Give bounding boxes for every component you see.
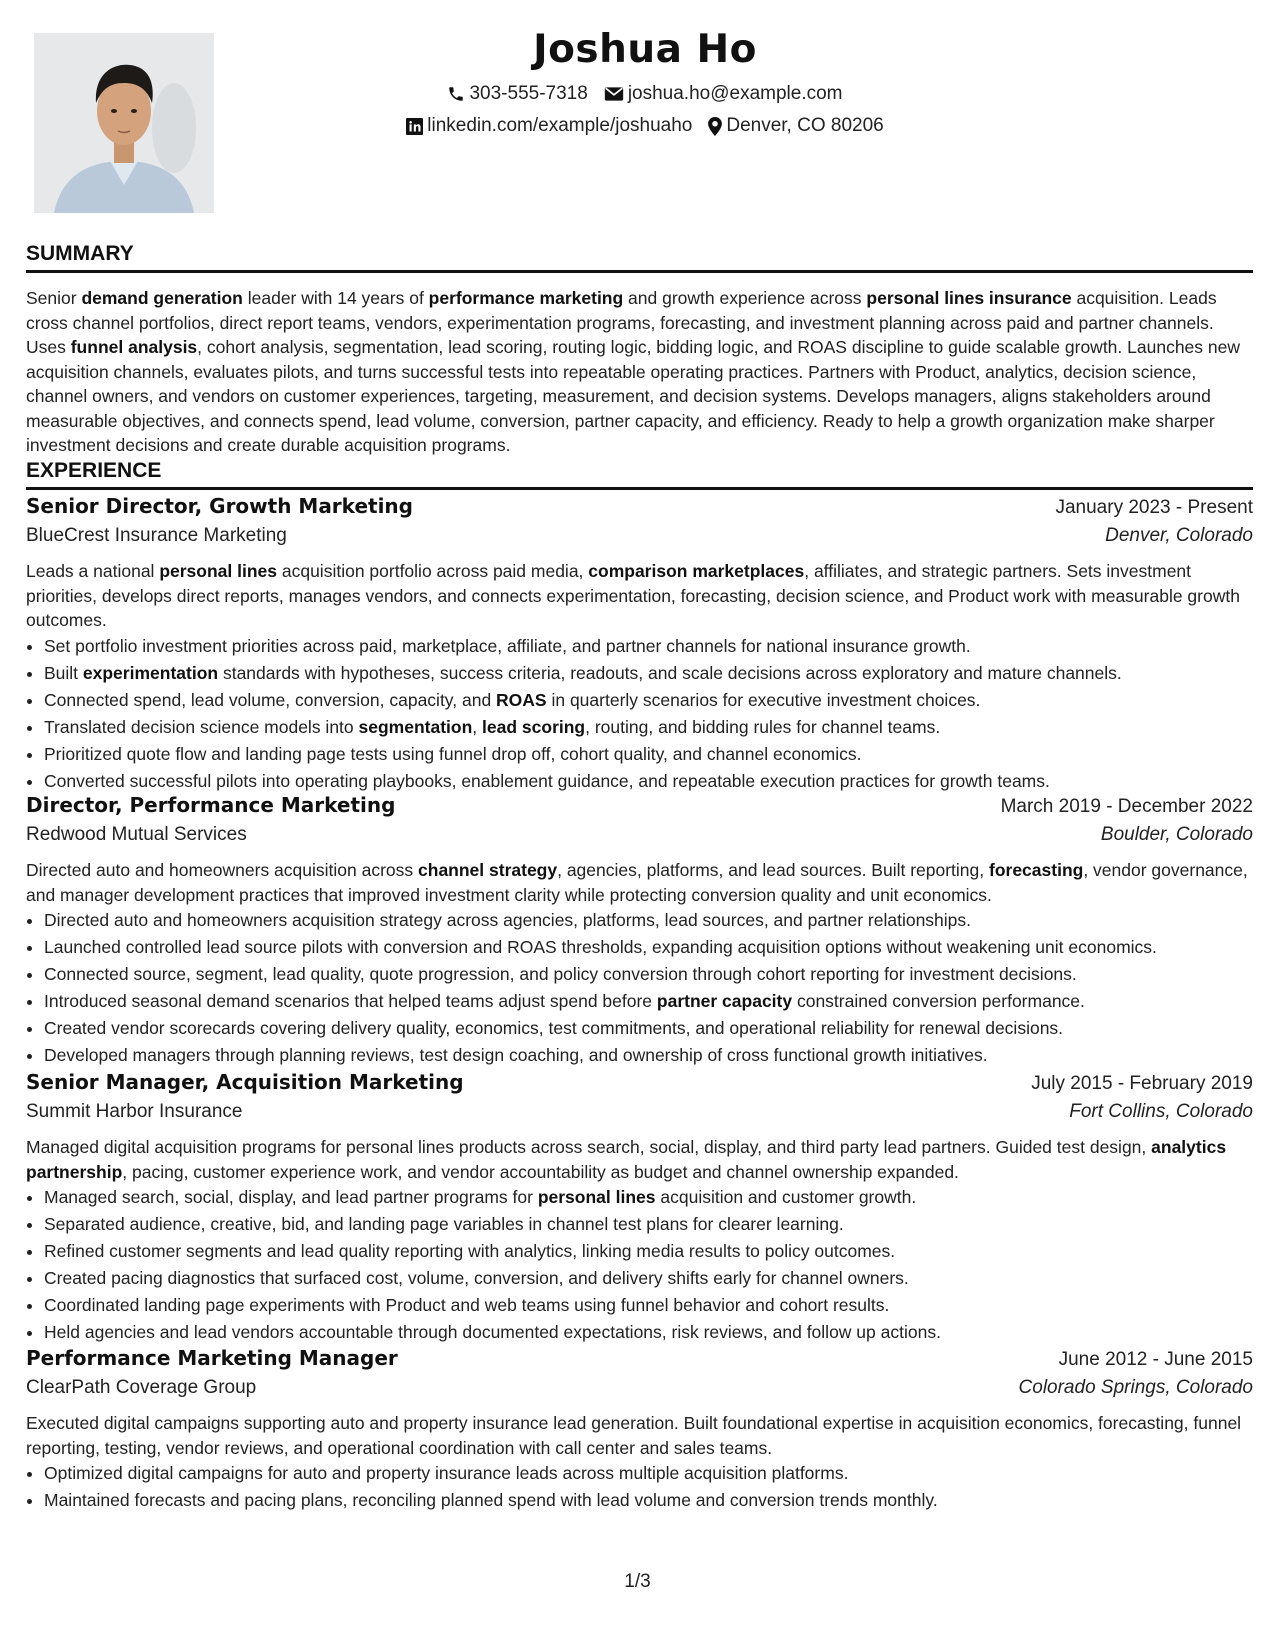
text-segment: Managed search, social, display, and lead partner programs for: [44, 1187, 538, 1207]
job-description: [26, 559, 1253, 633]
text-segment: acquisition and customer growth.: [655, 1187, 917, 1207]
text-segment: Managed digital acquisition programs for personal lines products across search, social, display, and third party lead partners. Guided test design,: [26, 1137, 1152, 1157]
job-location: Colorado Springs, Colorado: [1018, 1377, 1253, 1398]
bold-keyword: partner capacity: [656, 991, 793, 1011]
job-title: Performance Marketing Manager: [26, 1346, 398, 1370]
text-segment: Maintained forecasts and pacing plans, reconciling planned spend with lead volume and conversion trends monthly.: [44, 1490, 938, 1510]
text-segment: acquisition. Leads cross channel portfolios, direct report teams, vendors, experimentation programs, forecasting, and investment planning across paid and partner channels. Uses: [26, 288, 1217, 357]
company-name: Summit Harbor Insurance: [26, 1101, 243, 1122]
list-item: [44, 934, 1253, 961]
envelope-icon: [604, 86, 624, 102]
job-title: Director, Performance Marketing: [26, 793, 396, 817]
text-segment: Directed auto and homeowners acquisition across: [26, 860, 419, 880]
job-header: [26, 793, 1253, 824]
list-item: [44, 768, 1253, 795]
phone-number: 303-555-7318: [469, 83, 588, 104]
text-segment: ,: [472, 716, 483, 737]
job-header: [26, 494, 1253, 525]
list-item: [44, 741, 1253, 768]
job-dates: July 2015 - February 2019: [1031, 1073, 1253, 1094]
summary-heading: SUMMARY: [26, 242, 1253, 273]
linkedin-url[interactable]: linkedin.com/example/joshuaho: [427, 115, 693, 136]
text-segment: Coordinated landing page experiments with Product and web teams using funnel behavior and cohort results.: [44, 1295, 890, 1315]
list-item: [44, 988, 1253, 1015]
contact-row-1: [240, 78, 1050, 110]
text-segment: , agencies, platforms, and lead sources. Built reporting,: [557, 860, 989, 880]
email-contact[interactable]: [604, 78, 843, 110]
text-segment: , vendor governance, and manager development practices that improved investment clarity while protecting conversion quality and unit economics.: [26, 860, 1248, 905]
job-entry: [26, 494, 1253, 795]
list-item: [44, 1487, 1253, 1514]
list-item: [44, 633, 1253, 660]
text-segment: Separated audience, creative, bid, and landing page variables in channel test plans for clearer learning.: [44, 1214, 844, 1234]
text-segment: Held agencies and lead vendors accountable through documented expectations, risk reviews, and follow up actions.: [44, 1322, 941, 1342]
job-subheader: [26, 1377, 1253, 1408]
bullet-list: [26, 633, 1253, 795]
location-contact: [708, 110, 883, 142]
list-item: [44, 1460, 1253, 1487]
linkedin-contact[interactable]: [406, 110, 692, 142]
job-location: Fort Collins, Colorado: [1069, 1101, 1253, 1122]
text-segment: Translated decision science models into: [44, 716, 359, 737]
text-segment: leader with 14 years of: [242, 288, 429, 308]
location-text: Denver, CO 80206: [726, 115, 884, 136]
text-segment: , cohort analysis, segmentation, lead scoring, routing logic, bidding logic, and ROAS discipline to guide scalable growth. Launches new acquisition channels, evaluates pilots, and turns successful tests into repeatable operating practices. Partners with Product, analytics, decision science, channel owners, and vendors on customer experiences, targeting, measurement, and decision systems. Develops managers, aligns stakeholders around measurable objectives, and connects spend, lead volume, conversion, partner capacity, and efficiency. Ready to help a growth organization make sharper investment decisions and create durable acquisition programs.: [26, 337, 1241, 455]
text-segment: Executed digital campaigns supporting auto and property insurance lead generation. Built foundational expertise in acquisition economics, forecasting, funnel reporting, testing, vendor reviews, and operational coordination with call center and sales teams.: [26, 1413, 1242, 1458]
text-segment: Connected source, segment, lead quality, quote progression, and policy conversion through cohort reporting for investment decisions.: [44, 964, 1077, 984]
list-item: [44, 961, 1253, 988]
job-entry: [26, 793, 1253, 1069]
job-dates: March 2019 - December 2022: [1000, 796, 1253, 817]
candidate-name: Joshua Ho: [533, 27, 757, 72]
list-item: [44, 714, 1253, 741]
resume-header: [240, 22, 1050, 142]
job-header: [26, 1070, 1253, 1101]
email-address[interactable]: joshua.ho@example.com: [627, 83, 843, 104]
phone-contact: [447, 78, 587, 110]
bold-keyword: comparison marketplaces: [588, 561, 805, 581]
bold-keyword: personal lines insurance: [866, 288, 1072, 308]
linkedin-icon: [406, 118, 423, 135]
summary-text: [26, 286, 1258, 458]
job-location: Denver, Colorado: [1105, 525, 1253, 546]
profile-photo: [34, 33, 214, 213]
bold-keyword: ROAS: [496, 689, 547, 710]
text-segment: acquisition portfolio across paid media,: [277, 561, 589, 581]
list-item: [44, 1292, 1253, 1319]
company-name: Redwood Mutual Services: [26, 824, 247, 845]
text-segment: Created vendor scorecards covering delivery quality, economics, test commitments, and operational reliability for renewal decisions.: [44, 1018, 1064, 1038]
text-segment: standards with hypotheses, success criteria, readouts, and scale decisions across exploratory and mature channels.: [218, 662, 1122, 683]
text-segment: Converted successful pilots into operating playbooks, enablement guidance, and repeatable execution practices for growth teams.: [44, 770, 1050, 791]
text-segment: Launched controlled lead source pilots with conversion and ROAS thresholds, expanding acquisition options without weakening unit economics.: [44, 937, 1157, 957]
text-segment: , pacing, customer experience work, and vendor accountability as budget and channel ownership expanded.: [122, 1161, 959, 1182]
text-segment: Senior: [26, 288, 82, 308]
list-item: [44, 1238, 1253, 1265]
text-segment: Introduced seasonal demand scenarios that helped teams adjust spend before: [44, 991, 657, 1011]
text-segment: constrained conversion performance.: [792, 991, 1085, 1011]
experience-heading: EXPERIENCE: [26, 459, 1253, 490]
list-item: [44, 907, 1253, 934]
text-segment: Optimized digital campaigns for auto and property insurance leads across multiple acquisition platforms.: [44, 1463, 849, 1483]
text-segment: Connected spend, lead volume, conversion, capacity, and: [44, 689, 497, 710]
page-number: 1/3: [624, 1571, 651, 1592]
bold-keyword: channel strategy: [418, 860, 558, 880]
text-segment: , affiliates, and strategic partners. Sets investment priorities, develops direct reports, manages vendors, and connects experimentation, forecasting, decision science, and Product work with measurable growth outcomes.: [26, 561, 1240, 630]
text-segment: , routing, and bidding rules for channel teams.: [585, 716, 941, 737]
job-description: [26, 858, 1253, 907]
text-segment: Refined customer segments and lead quality reporting with analytics, linking media results to policy outcomes.: [44, 1241, 896, 1261]
text-segment: Directed auto and homeowners acquisition strategy across agencies, platforms, lead sources, and partner relationships.: [44, 910, 972, 930]
text-segment: Built: [44, 662, 83, 683]
job-title: Senior Manager, Acquisition Marketing: [26, 1070, 464, 1094]
bullet-list: [26, 1460, 1253, 1514]
list-item: [44, 1184, 1253, 1211]
bold-keyword: analytics partnership: [26, 1137, 1227, 1182]
bold-keyword: segmentation: [358, 716, 473, 737]
job-location: Boulder, Colorado: [1100, 824, 1253, 845]
job-subheader: [26, 525, 1253, 556]
job-title: Senior Director, Growth Marketing: [26, 494, 413, 518]
list-item: [44, 1015, 1253, 1042]
list-item: [44, 687, 1253, 714]
bullet-list: [26, 1184, 1253, 1346]
text-segment: Set portfolio investment priorities across paid, marketplace, affiliate, and partner channels for national insurance growth.: [44, 635, 971, 656]
text-segment: Leads a national: [26, 561, 160, 581]
job-dates: January 2023 - Present: [1055, 497, 1253, 518]
company-name: BlueCrest Insurance Marketing: [26, 525, 287, 546]
text-segment: Developed managers through planning reviews, test design coaching, and ownership of cross functional growth initiatives.: [44, 1045, 988, 1065]
job-entry: [26, 1070, 1253, 1346]
contact-row-2: [240, 110, 1050, 142]
map-pin-icon: [708, 117, 722, 136]
job-description: [26, 1411, 1253, 1460]
bullet-list: [26, 907, 1253, 1069]
list-item: [44, 1042, 1253, 1069]
job-dates: June 2012 - June 2015: [1058, 1349, 1253, 1370]
bold-keyword: performance marketing: [428, 288, 624, 308]
bold-keyword: forecasting: [989, 860, 1084, 880]
text-segment: Created pacing diagnostics that surfaced cost, volume, conversion, and delivery shifts early for channel owners.: [44, 1268, 909, 1288]
bold-keyword: demand generation: [81, 288, 243, 308]
job-header: [26, 1346, 1253, 1377]
text-segment: and growth experience across: [623, 288, 867, 308]
job-subheader: [26, 1101, 1253, 1132]
job-entry: [26, 1346, 1253, 1514]
company-name: ClearPath Coverage Group: [26, 1377, 257, 1398]
list-item: [44, 1265, 1253, 1292]
job-subheader: [26, 824, 1253, 855]
bold-keyword: personal lines: [537, 1187, 656, 1207]
bold-keyword: personal lines: [159, 561, 277, 581]
bold-keyword: experimentation: [82, 662, 219, 683]
bold-keyword: funnel analysis: [70, 337, 198, 357]
text-segment: in quarterly scenarios for executive investment choices.: [546, 689, 981, 710]
phone-icon: [447, 85, 465, 103]
bold-keyword: lead scoring: [482, 716, 586, 737]
text-segment: Prioritized quote flow and landing page tests using funnel drop off, cohort quality, and channel economics.: [44, 743, 862, 764]
list-item: [44, 1319, 1253, 1346]
list-item: [44, 660, 1253, 687]
list-item: [44, 1211, 1253, 1238]
job-description: [26, 1135, 1253, 1184]
